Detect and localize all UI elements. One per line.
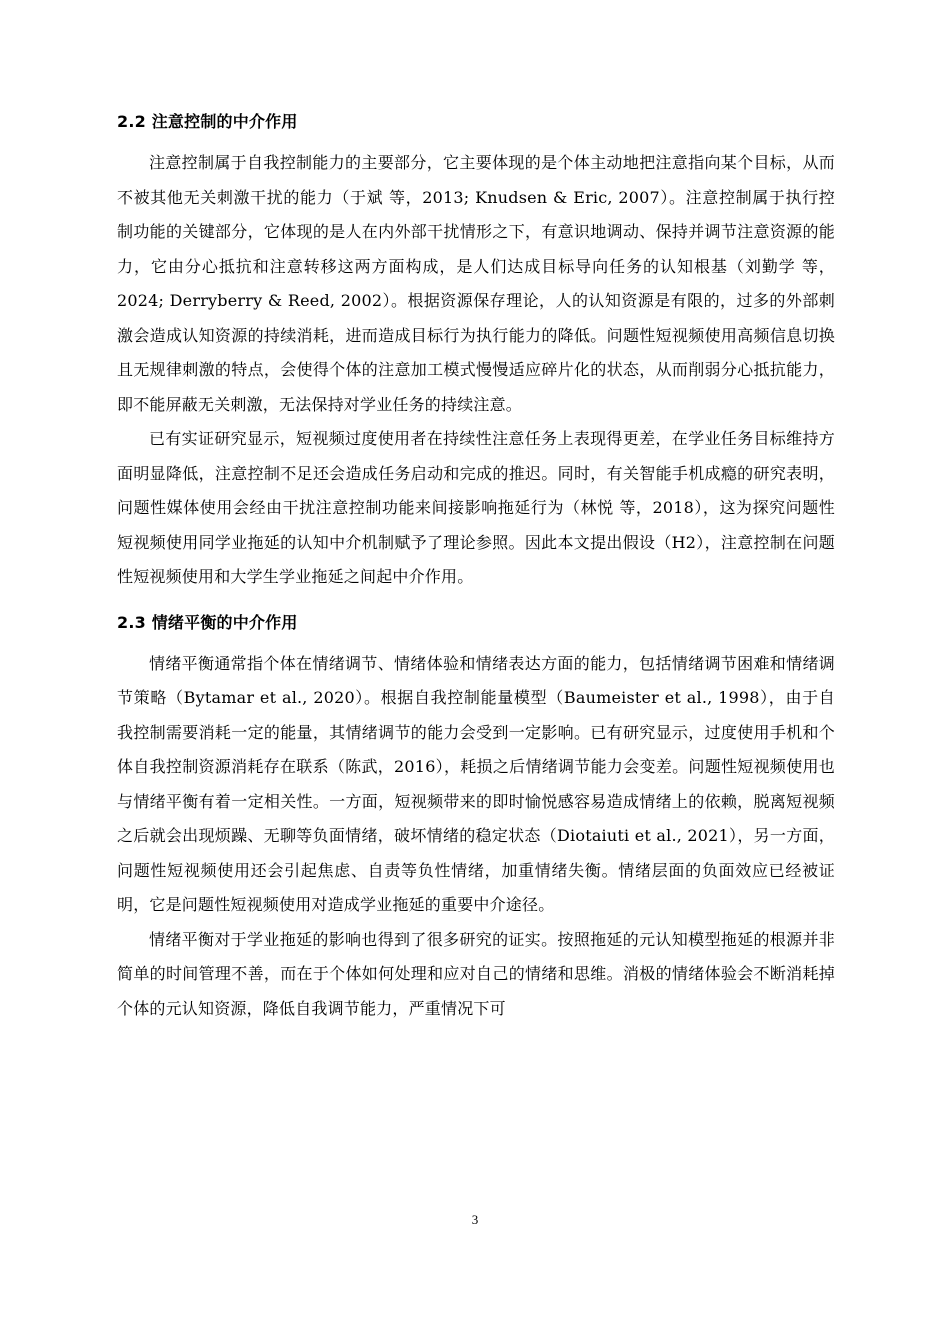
paragraph: 注意控制属于自我控制能力的主要部分，它主要体现的是个体主动地把注意指向某个目标，从而不被其他无关刺激干扰的能力（于斌 等，2013; Knudsen & Eric, 2007）。注意控制属于执行控制功能的关键部分，它体现的是人在内外部干扰情形之下，有意识地调动、保持并调节注意资源的能力，它由分心抵抗和注意转移这两方面构成，是人们达成目标导向任务的认知根基（刘勤学 等，2024; Derryberry & Reed, 2002）。根据资源保存理论，人的认知资源是有限的，过多的外部刺激会造成认知资源的持续消耗，进而造成目标行为执行能力的降低。问题性短视频使用高频信息切换且无规律刺激的特点，会使得个体的注意加工模式慢慢适应碎片化的状态，从而削弱分心抵抗能力，即不能屏蔽无关刺激，无法保持对学业任务的持续注意。 <box>117 153 835 414</box>
document-body <box>117 110 835 1026</box>
section-2-2 <box>117 110 835 595</box>
section-2-3 <box>117 611 835 1027</box>
section-heading-emotional-balance: 2.3 情绪平衡的中介作用 <box>117 612 298 632</box>
section-heading-attention-control: 2.2 注意控制的中介作用 <box>117 112 298 131</box>
paragraph: 已有实证研究显示，短视频过度使用者在持续性注意任务上表现得更差，在学业任务目标维持方面明显降低，注意控制不足还会造成任务启动和完成的推迟。同时，有关智能手机成瘾的研究表明，问题性媒体使用会经由干扰注意控制功能来间接影响拖延行为（林悦 等，2018），这为探究问题性短视频使用同学业拖延的认知中介机制赋予了理论参照。因此本文提出假设（H2），注意控制在问题性短视频使用和大学生学业拖延之间起中介作用。 <box>117 429 835 586</box>
paragraph: 情绪平衡对于学业拖延的影响也得到了很多研究的证实。按照拖延的元认知模型拖延的根源并非简单的时间管理不善，而在于个体如何处理和应对自己的情绪和思维。消极的情绪体验会不断消耗掉个体的元认知资源，降低自我调节能力，严重情况下可 <box>117 929 835 1018</box>
paragraph: 情绪平衡通常指个体在情绪调节、情绪体验和情绪表达方面的能力，包括情绪调节困难和情绪调节策略（Bytamar et al., 2020）。根据自我控制能量模型（Baumeister et al., 1998），由于自我控制需要消耗一定的能量，其情绪调节的能力会受到一定影响。已有研究显示，过度使用手机和个体自我控制资源消耗存在联系（陈武，2016），耗损之后情绪调节能力会变差。问题性短视频使用也与情绪平衡有着一定相关性。一方面，短视频带来的即时愉悦感容易造成情绪上的依赖，脱离短视频之后就会出现烦躁、无聊等负面情绪，破坏情绪的稳定状态（Diotaiuti et al., 2021），另一方面，问题性短视频使用还会引起焦虑、自责等负性情绪，加重情绪失衡。情绪层面的负面效应已经被证明，它是问题性短视频使用对造成学业拖延的重要中介途径。 <box>117 653 835 914</box>
page-number: 3 <box>471 1212 479 1227</box>
